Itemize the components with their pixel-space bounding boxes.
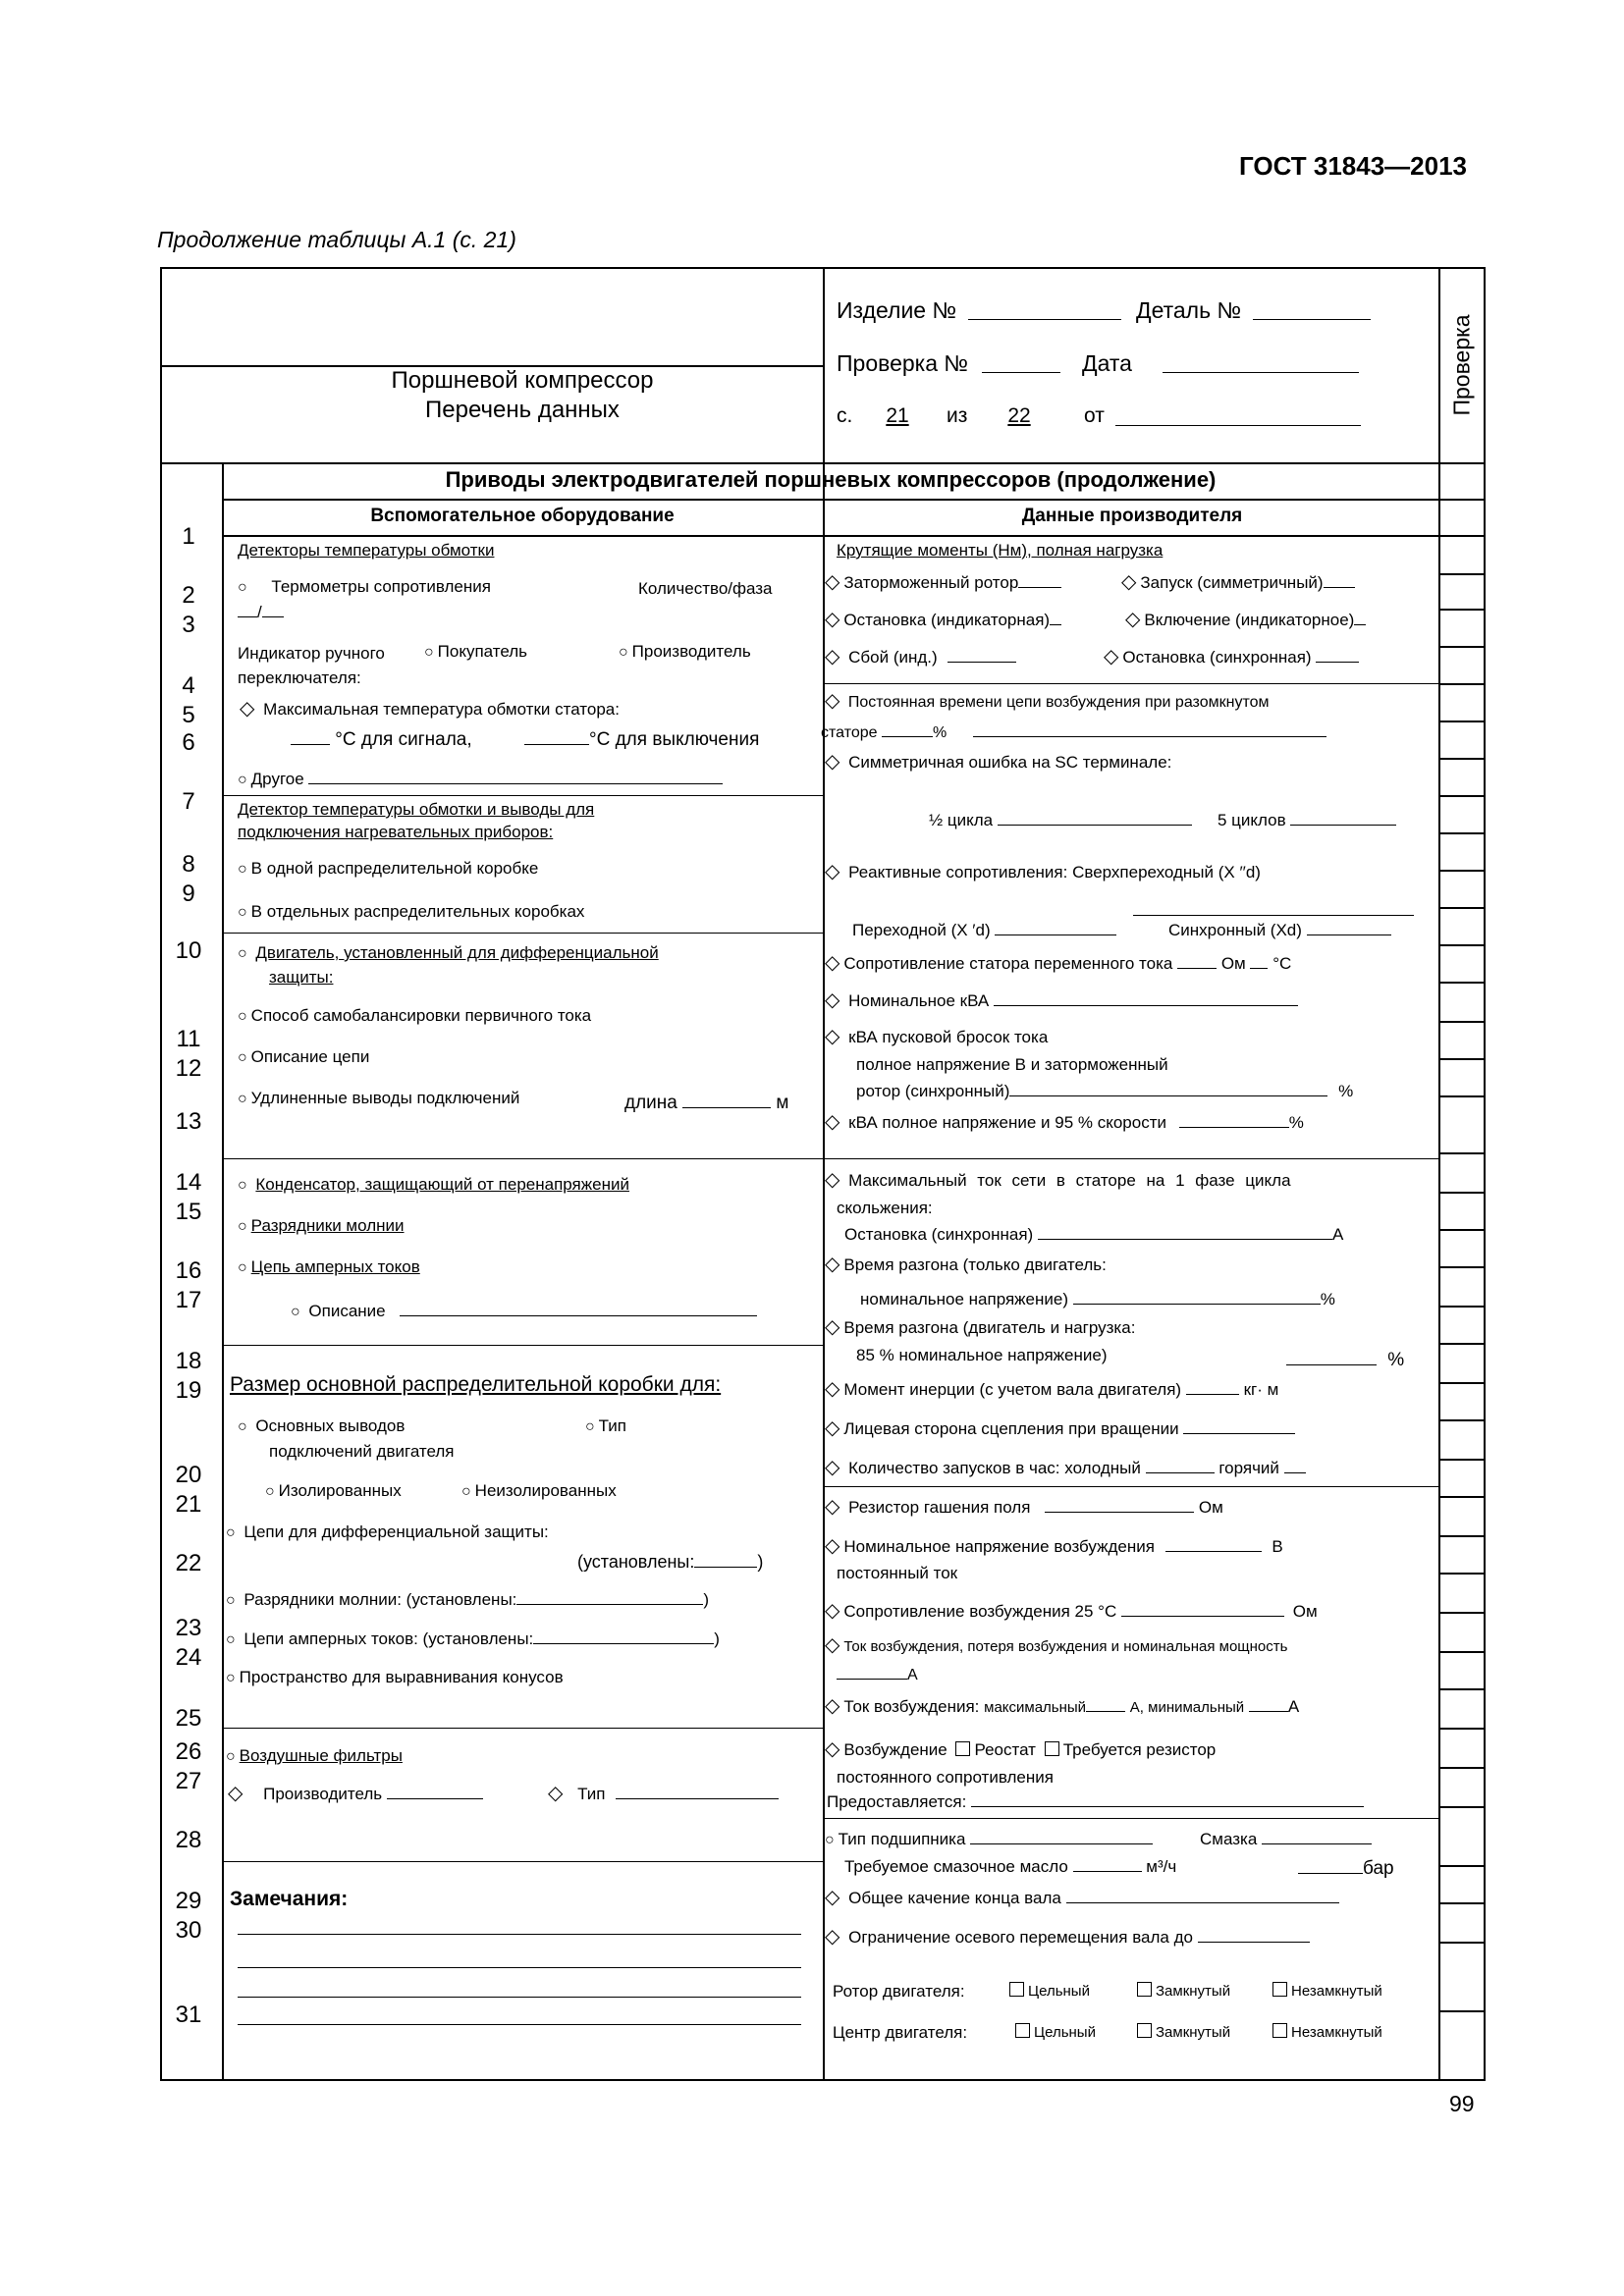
row-number: 10 [175, 937, 202, 964]
standard-number: ГОСТ 31843—2013 [1239, 151, 1467, 181]
surge-capacitor-option[interactable]: ○ Конденсатор, защищающий от перенапряжений [238, 1175, 629, 1194]
of-label: из [947, 404, 968, 427]
remarks-line-4[interactable] [238, 2024, 801, 2025]
row-number: 1 [182, 523, 195, 550]
row-number: 30 [175, 1917, 202, 1944]
row-number: 12 [175, 1055, 202, 1082]
coupling-face-field[interactable]: ◇ Лицевая сторона сцепления при вращении [825, 1415, 1295, 1440]
row-number: 26 [175, 1738, 202, 1765]
accel-time-motor-label: ◇ Время разгона (только двигатель: [825, 1254, 1107, 1275]
differential-protection-cont: защиты: [269, 968, 334, 987]
shaft-runout-field[interactable]: ◇ Общее качение конца вала [825, 1885, 1339, 1909]
diamond-icon: ◇ [1121, 571, 1137, 593]
row-number: 7 [182, 788, 195, 815]
row-number: 23 [175, 1615, 202, 1641]
radio-circle-icon: ○ [238, 772, 247, 788]
motor-rotor-row: Ротор двигателя: [833, 1982, 965, 2001]
row-number: 2 [182, 582, 195, 609]
diamond-icon: ◇ [825, 609, 840, 630]
diamond-icon: ◇ [1125, 609, 1141, 630]
checkbox[interactable] [1009, 1982, 1024, 1997]
page-value: 21 [886, 404, 909, 427]
right-divider-4 [823, 683, 1439, 684]
row-number: 14 [175, 1169, 202, 1196]
filter-type-field[interactable]: ◇ Тип [548, 1781, 779, 1805]
junction-box-size-heading: Размер основной распределительной коробки для: [230, 1373, 722, 1396]
from-field[interactable] [1115, 407, 1361, 426]
diamond-icon: ◇ [825, 1926, 840, 1948]
detector-leads-heading-2: подключения нагревательных приборов: [238, 823, 554, 841]
diamond-icon: ◇ [825, 1634, 840, 1656]
radio-circle-icon: ○ [238, 945, 247, 962]
part-number-label: Деталь № [1136, 297, 1242, 323]
row-number: 16 [175, 1257, 202, 1284]
diamond-icon: ◇ [825, 1738, 840, 1760]
row-number: 17 [175, 1287, 202, 1313]
radio-circle-icon: ○ [619, 644, 628, 661]
radio-circle-icon: ○ [265, 1483, 275, 1500]
row-number: 20 [175, 1462, 202, 1488]
right-divider-14 [823, 1158, 1439, 1159]
resistor-required-checkbox[interactable] [1045, 1741, 1059, 1756]
filter-manufacturer-field[interactable]: ◇ Производитель [228, 1781, 483, 1805]
row-number: 4 [182, 672, 195, 699]
page-label: с. [837, 404, 853, 427]
diamond-icon: ◇ [825, 1695, 840, 1717]
checkbox[interactable] [1015, 2023, 1030, 2038]
field-discharge-resistor-field[interactable]: ◇ Резистор гашения поля Ом [825, 1496, 1223, 1518]
five-cycles-field[interactable]: 5 циклов [1218, 807, 1396, 831]
center-closed-option[interactable]: Замкнутый [1133, 2022, 1230, 2044]
trip-temp-field[interactable]: °С для выключения [524, 726, 759, 751]
row-number: 21 [175, 1491, 202, 1518]
diamond-icon: ◇ [825, 1887, 840, 1908]
accel-time-load-label: ◇ Время разгона (двигатель и нагрузка: [825, 1316, 1136, 1338]
insulated-option[interactable]: ○ Изолированных [265, 1481, 402, 1500]
provided-by-field[interactable]: Предоставляется: [827, 1789, 1364, 1813]
winding-detectors-heading: Детекторы температуры обмотки [238, 541, 495, 560]
buyer-option[interactable]: ○ Покупатель [424, 642, 528, 661]
radio-circle-icon: ○ [226, 1592, 236, 1609]
radio-circle-icon: ○ [226, 1748, 236, 1765]
left-divider-7 [222, 795, 823, 796]
radio-circle-icon: ○ [424, 644, 434, 661]
differential-protection-option[interactable]: ○ Двигатель, установленный для дифференциальной [238, 943, 659, 962]
row-number: 13 [175, 1108, 202, 1135]
radio-circle-icon: ○ [238, 1177, 247, 1194]
radio-circle-icon: ○ [238, 579, 247, 596]
excitation-current-loss-field[interactable]: А [837, 1665, 918, 1684]
row-number: 29 [175, 1888, 202, 1914]
excitation-current-field[interactable]: ◇ Ток возбуждения: максимальный А, минимальный А [825, 1695, 1300, 1717]
diamond-icon: ◇ [825, 861, 840, 882]
item-number-label: Изделие № [837, 297, 957, 323]
lead-length-field[interactable]: длина м [624, 1090, 788, 1114]
left-divider-14 [222, 1158, 823, 1159]
stop-indicated-torque-field[interactable]: ◇ Остановка (индикаторная) [825, 607, 1061, 631]
circuit-description-option[interactable]: ○ Описание цепи [238, 1047, 370, 1066]
transient-field[interactable]: Переходной (X ′d) [852, 917, 1116, 941]
title-line-1: Поршневой компрессор [391, 367, 654, 394]
radio-circle-icon: ○ [238, 1091, 247, 1107]
qty-per-phase-label: Количество/фаза [638, 579, 773, 598]
radio-circle-icon: ○ [585, 1418, 595, 1435]
motor-center-row: Центр двигателя: [833, 2023, 968, 2042]
check-number-label: Проверка № [837, 350, 969, 376]
diamond-icon: ◇ [228, 1783, 244, 1804]
torques-heading: Крутящие моменты (Нм), полная нагрузка [837, 541, 1164, 560]
sc-error-label: ◇ Симметричная ошибка на SC терминале: [825, 751, 1172, 773]
radio-circle-icon: ○ [238, 1259, 247, 1276]
row-number: 25 [175, 1705, 202, 1732]
radio-circle-icon: ○ [238, 1218, 247, 1235]
qty-per-phase-field[interactable]: / [238, 599, 284, 620]
checkbox[interactable] [1137, 1982, 1152, 1997]
row-number: 24 [175, 1644, 202, 1671]
accel-time-load-cont: 85 % номинальное напряжение) [856, 1346, 1108, 1364]
max-stator-temp: ◇ Максимальная температура обмотки статора: [240, 698, 620, 720]
switch-label-cont: переключателя: [238, 668, 361, 687]
center-open-option[interactable]: Незамкнутый [1269, 2022, 1382, 2044]
excitation-current-loss-label: ◇ Ток возбуждения, потеря возбуждения и номинальная мощность [825, 1634, 1288, 1656]
extended-leads-option[interactable]: ○ Удлиненные выводы подключений [238, 1089, 520, 1107]
rotor-closed-option[interactable]: Замкнутый [1133, 1981, 1230, 2002]
accel-time-load-field[interactable]: % [1286, 1347, 1404, 1371]
radio-circle-icon: ○ [226, 1524, 236, 1541]
diamond-icon: ◇ [825, 1254, 840, 1275]
diamond-icon: ◇ [825, 1496, 840, 1518]
remarks-line-1[interactable] [238, 1934, 801, 1935]
date-label: Дата [1082, 350, 1132, 376]
center-solid-option[interactable]: Цельный [1011, 2022, 1096, 2044]
description-option[interactable]: ○ Описание [291, 1298, 757, 1322]
diamond-icon: ◇ [825, 1026, 840, 1047]
radio-circle-icon: ○ [226, 1631, 236, 1648]
row-number: 28 [175, 1827, 202, 1853]
diamond-icon: ◇ [825, 1457, 840, 1478]
right-divider-21 [823, 1486, 1439, 1487]
constant-resistance-label: постоянного сопротивления [837, 1768, 1054, 1787]
manual-switch-indicator-label: Индикатор ручного [238, 644, 385, 663]
checkbox[interactable] [1272, 2023, 1287, 2038]
excitation-type: ◇ Возбуждение Реостат Требуется резистор [825, 1738, 1217, 1760]
row-number: 31 [175, 2002, 202, 2028]
locked-rotor-torque-field[interactable]: ◇ Заторможенный ротор [825, 569, 1061, 594]
part-number-field[interactable] [1253, 301, 1371, 320]
current-circuit-option[interactable]: ○ Цепь амперных токов [238, 1257, 420, 1276]
radio-circle-icon: ○ [238, 861, 247, 878]
rtd-option[interactable]: ○ Термометры сопротивления [238, 577, 491, 596]
non-insulated-option[interactable]: ○ Неизолированных [461, 1481, 617, 1500]
radio-circle-icon: ○ [238, 904, 247, 921]
row-number: 6 [182, 729, 195, 756]
row-number: 15 [175, 1199, 202, 1225]
main-leads-option[interactable]: ○ Основных выводов [238, 1416, 406, 1435]
alarm-temp-field[interactable]: °С для сигнала, [291, 726, 472, 751]
detector-leads-heading-1: Детектор температуры обмотки и выводы для [238, 800, 595, 819]
sync-stop-torque-field[interactable]: ◇ Остановка (синхронная) [1104, 644, 1359, 668]
rated-excitation-voltage-field[interactable]: ◇ Номинальное напряжение возбуждения В [825, 1535, 1283, 1557]
lube-oil-flow-field[interactable]: Требуемое смазочное масло м³/ч [844, 1853, 1176, 1878]
stator-resistance-field[interactable]: ◇ Сопротивление статора переменного тока Ом °С [825, 952, 1292, 974]
of-value: 22 [1007, 404, 1031, 427]
subtransient-field[interactable] [1133, 915, 1414, 916]
synchronous-reactance-field[interactable]: Синхронный (Xd) [1168, 917, 1391, 941]
fault-torque-field[interactable]: ◇ Сбой (инд.) [825, 644, 1016, 668]
row-number: 22 [175, 1550, 202, 1576]
kva-95-speed-field[interactable]: ◇ кВА полное напряжение и 95 % скорости % [825, 1111, 1304, 1133]
row-number: 9 [182, 881, 195, 907]
lube-oil-pressure-field[interactable]: бар [1298, 1855, 1394, 1880]
lubrication-field[interactable]: Смазка [1200, 1826, 1372, 1850]
diamond-icon: ◇ [825, 690, 840, 712]
check-column-title: Проверка [1448, 314, 1475, 416]
rheostat-checkbox[interactable] [955, 1741, 970, 1756]
check-column-header [1439, 267, 1485, 463]
row-number: 8 [182, 851, 195, 878]
item-number-field[interactable] [968, 301, 1121, 320]
check-number-field[interactable] [982, 354, 1060, 373]
inrush-kva-cont: полное напряжение В и заторможенный [856, 1055, 1168, 1074]
manufacturer-option[interactable]: ○ Производитель [619, 642, 751, 661]
checkbox[interactable] [1272, 1982, 1287, 1997]
separate-junction-boxes-option[interactable]: ○ В отдельных распределительных коробках [238, 902, 585, 921]
axial-limit-field[interactable]: ◇ Ограничение осевого перемещения вала до [825, 1924, 1310, 1949]
from-label: от [1084, 404, 1105, 427]
starting-torque-field[interactable]: ◇ Запуск (симметричный) [1121, 569, 1355, 594]
radio-circle-icon: ○ [238, 1008, 247, 1025]
field-time-constant-label: ◇ Постоянная времени цепи возбуждения при разомкнутом [825, 690, 1270, 712]
half-cycle-field[interactable]: ½ цикла [929, 807, 1192, 831]
row-number: 19 [175, 1377, 202, 1404]
row-number: 5 [182, 702, 195, 728]
left-divider-10 [222, 933, 823, 934]
column-header-bottom [222, 535, 1486, 537]
lightning-installed-field[interactable]: ○ Разрядники молнии: (установлены: ) [226, 1586, 709, 1611]
page-number: 99 [1449, 2091, 1475, 2116]
right-divider-28 [823, 1818, 1439, 1819]
air-filters-option[interactable]: ○ Воздушные фильтры [226, 1746, 403, 1765]
diamond-icon: ◇ [825, 646, 840, 667]
diamond-icon: ◇ [548, 1783, 564, 1804]
excitation-resistance-field[interactable]: ◇ Сопротивление возбуждения 25 °С Ом [825, 1600, 1318, 1622]
dc-label: постоянный ток [837, 1564, 958, 1582]
left-divider-29 [222, 1861, 823, 1862]
single-junction-box-option[interactable]: ○ В одной распределительной коробке [238, 859, 539, 878]
diamond-icon: ◇ [825, 1169, 840, 1191]
diff-protection-installed-field[interactable]: (установлены: ) [577, 1549, 763, 1573]
pull-in-torque-field[interactable]: ◇ Включение (индикаторное) [1125, 607, 1366, 631]
left-divider-26 [222, 1728, 823, 1729]
left-divider-18 [222, 1345, 823, 1346]
diamond-icon: ◇ [825, 989, 840, 1011]
radio-circle-icon: ○ [238, 1049, 247, 1066]
diamond-icon: ◇ [825, 1535, 840, 1557]
lightning-arresters-option[interactable]: ○ Разрядники молнии [238, 1216, 405, 1235]
row-number: 11 [176, 1026, 201, 1052]
diamond-icon: ◇ [825, 1417, 840, 1439]
inertia-field[interactable]: ◇ Момент инерции (с учетом вала двигателя) кг· м [825, 1378, 1279, 1400]
diamond-icon: ◇ [1104, 646, 1119, 667]
type-option[interactable]: ○ Тип [585, 1416, 627, 1435]
row-number: 18 [175, 1348, 202, 1374]
starts-per-hour-field[interactable]: ◇ Количество запусков в час: холодный горячий [825, 1455, 1306, 1479]
radio-circle-icon: ○ [825, 1832, 835, 1848]
left-column-header: Вспомогательное оборудование [370, 506, 675, 526]
diamond-icon: ◇ [240, 698, 255, 720]
diff-protection-circuits: ○ Цепи для дифференциальной защиты: [226, 1522, 549, 1541]
radio-circle-icon: ○ [226, 1670, 236, 1686]
diamond-icon: ◇ [825, 1316, 840, 1338]
max-line-current-label: ◇ Максимальный ток сети в статоре на 1 фазе цикла [825, 1169, 1291, 1191]
continuation-caption: Продолжение таблицы А.1 (с. 21) [157, 227, 516, 252]
field-time-constant-field[interactable]: статоре % [821, 722, 1326, 742]
diamond-icon: ◇ [825, 1111, 840, 1133]
radio-circle-icon: ○ [238, 1418, 247, 1435]
row-number: 3 [182, 612, 195, 638]
number-column-divider [222, 463, 224, 2080]
inrush-kva-field[interactable]: ротор (синхронный) % [856, 1078, 1353, 1102]
slip-label: скольжения: [837, 1199, 933, 1217]
date-field[interactable] [1163, 354, 1359, 373]
inrush-kva-label: ◇ кВА пусковой бросок тока [825, 1026, 1049, 1047]
radio-circle-icon: ○ [291, 1304, 300, 1320]
reactances-label: ◇ Реактивные сопротивления: Сверхпереходный (X ′′d) [825, 861, 1261, 882]
other-option[interactable]: ○ Другое [238, 766, 723, 790]
rated-kva-field[interactable]: ◇ Номинальное кВА [825, 988, 1298, 1012]
right-column-header: Данные производителя [1021, 506, 1243, 526]
self-balancing-option[interactable]: ○ Способ самобалансировки первичного тока [238, 1006, 592, 1025]
diamond-icon: ◇ [825, 571, 840, 593]
checkbox[interactable] [1137, 2023, 1152, 2038]
rotor-solid-option[interactable]: Цельный [1005, 1981, 1090, 2002]
sync-stop-current-field[interactable]: Остановка (синхронная) А [844, 1221, 1343, 1246]
title-line-2: Перечень данных [425, 397, 620, 423]
diamond-icon: ◇ [825, 1600, 840, 1622]
rotor-open-option[interactable]: Незамкнутый [1269, 1981, 1382, 2002]
current-circuits-installed-field[interactable]: ○ Цепи амперных токов: (установлены: ) [226, 1626, 720, 1650]
cone-space-option[interactable]: ○ Пространство для выравнивания конусов [226, 1668, 564, 1686]
diamond-icon: ◇ [825, 751, 840, 773]
accel-time-motor-field[interactable]: номинальное напряжение) % [860, 1286, 1335, 1310]
bearing-type-field[interactable]: ○ Тип подшипника [825, 1826, 1153, 1850]
remarks-line-3[interactable] [238, 1997, 801, 1998]
remarks-line-2[interactable] [238, 1967, 801, 1968]
diamond-icon: ◇ [825, 952, 840, 974]
section-title: Приводы электродвигателей поршневых компрессоров (продолжение) [445, 467, 1217, 492]
diamond-icon: ◇ [825, 1378, 840, 1400]
row-number: 27 [175, 1768, 202, 1794]
remarks-label: Замечания: [230, 1888, 349, 1910]
motor-leads-label: подключений двигателя [269, 1442, 455, 1461]
section-title-bottom [222, 499, 1486, 501]
radio-circle-icon: ○ [461, 1483, 471, 1500]
